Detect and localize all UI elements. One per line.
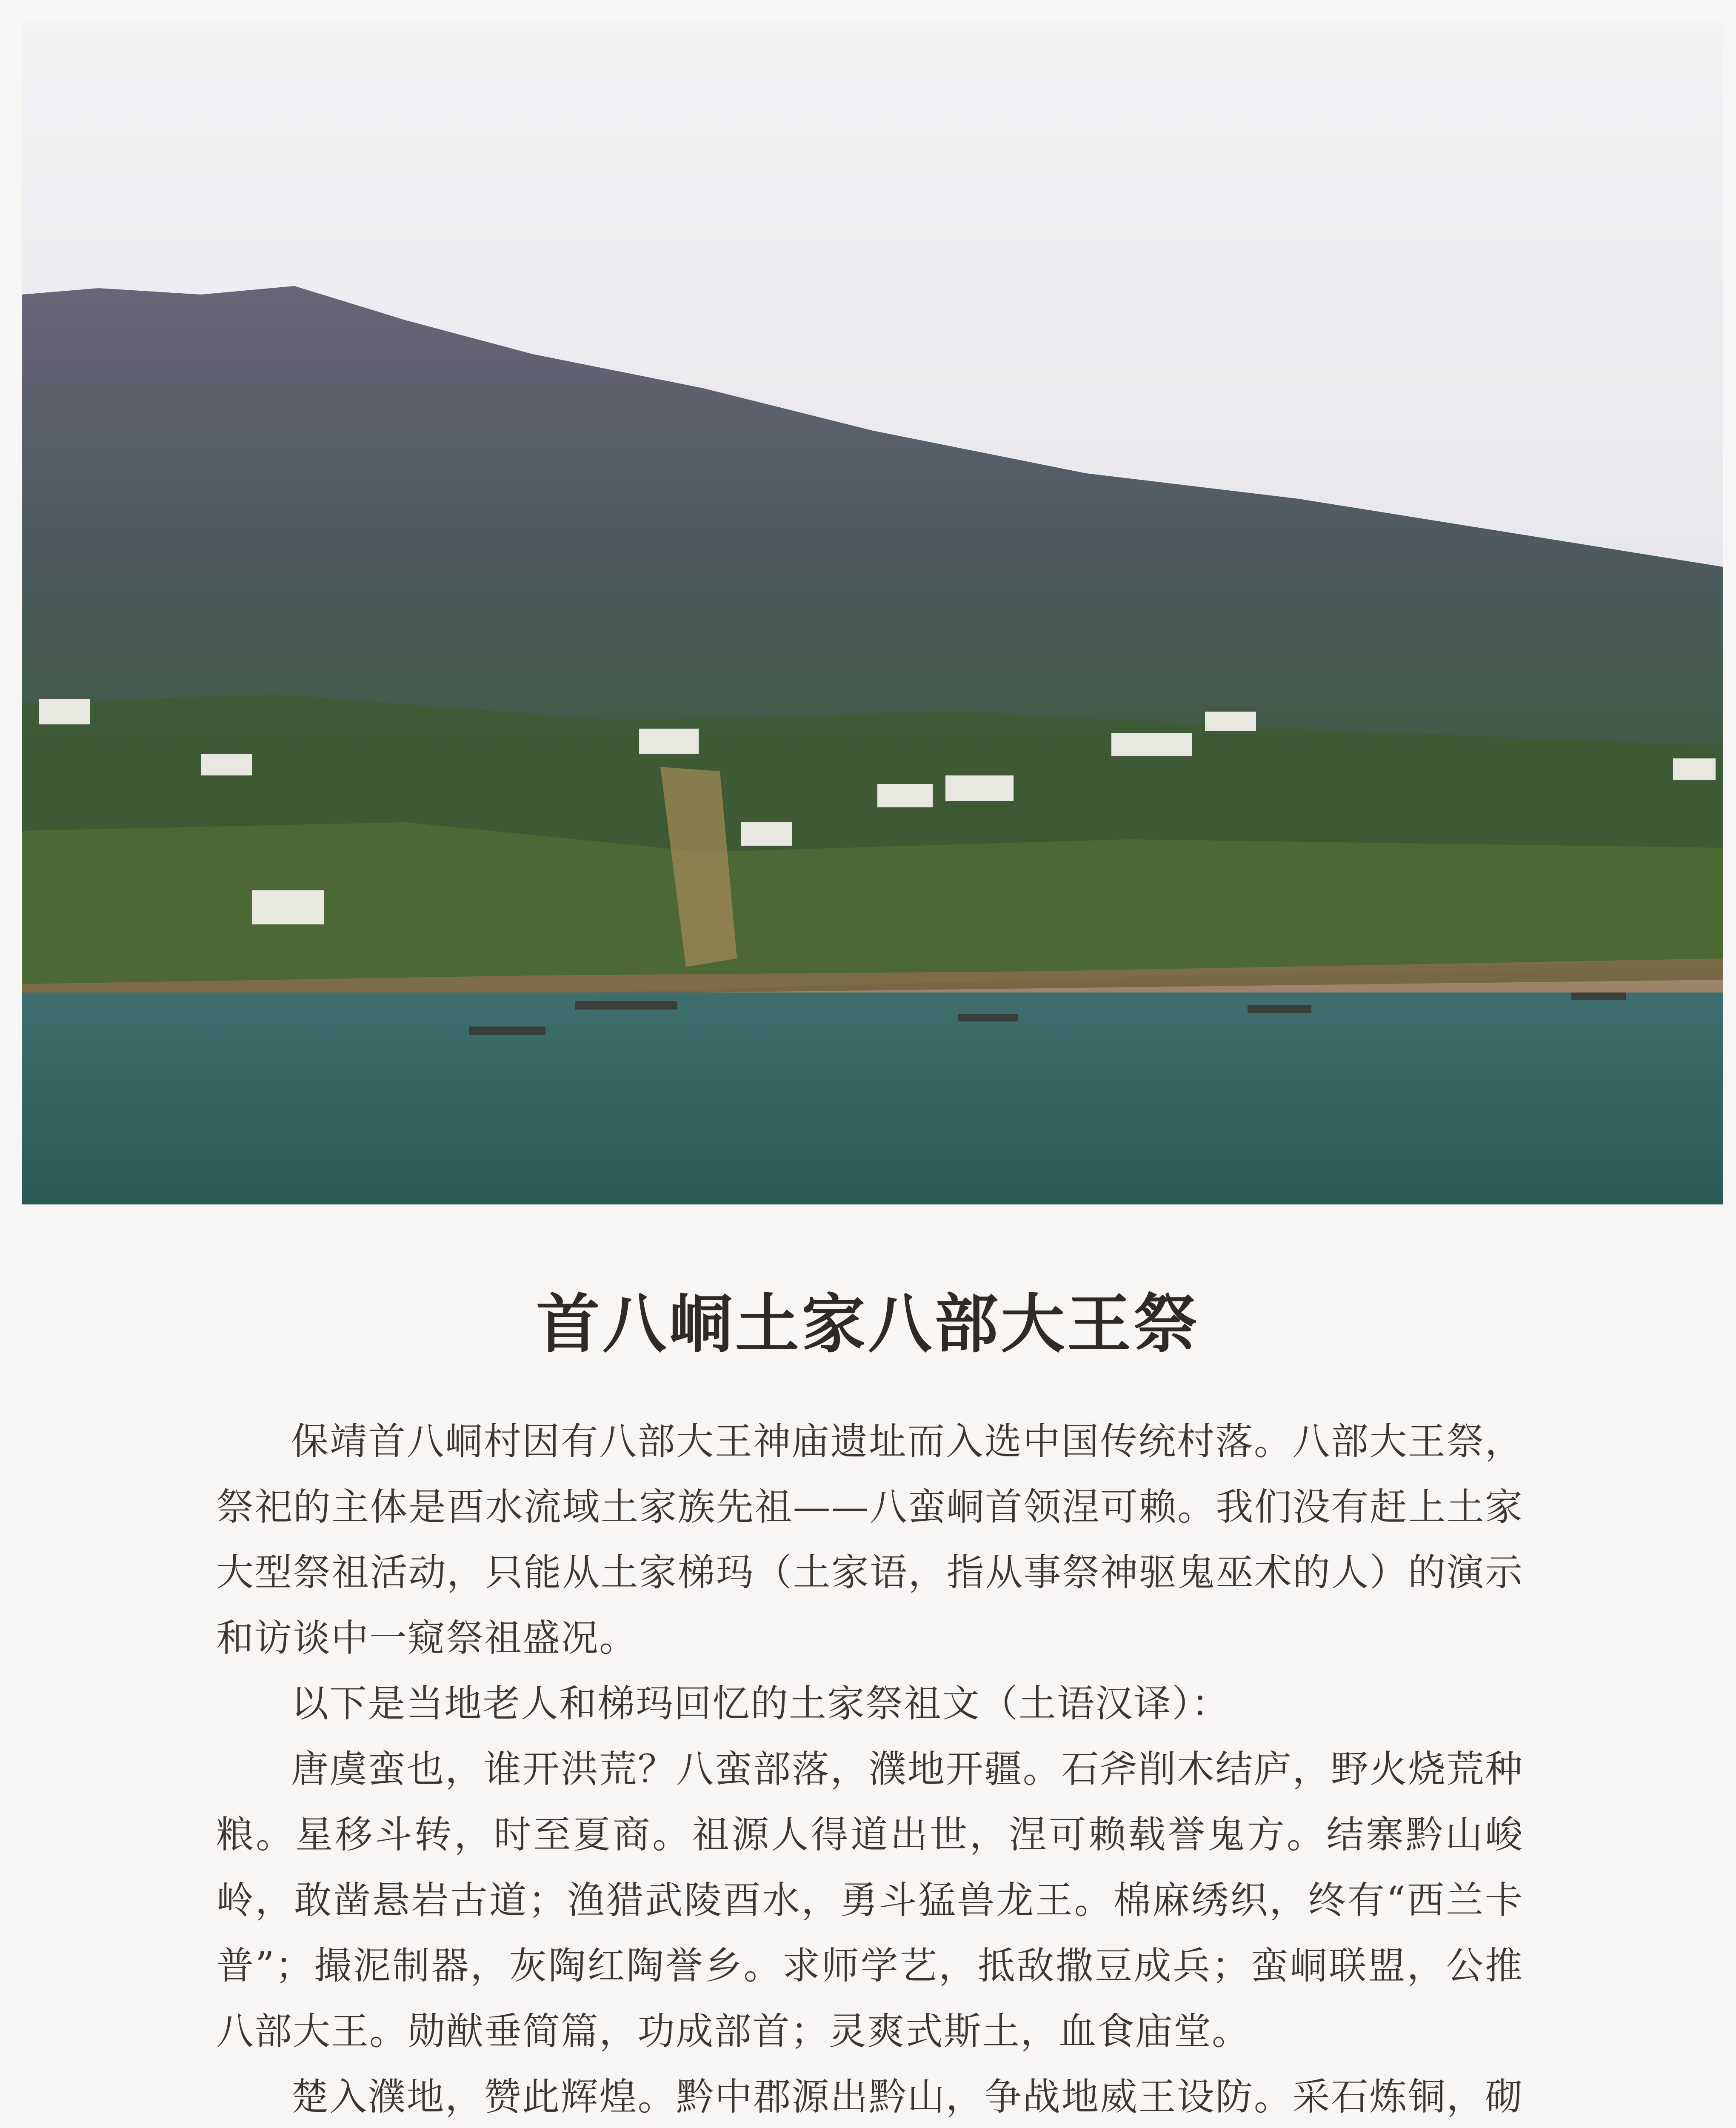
article-title: 首八峒土家八部大王祭 [536,1287,1200,1361]
paragraph: 以下是当地老人和梯玛回忆的土家祭祖文（土语汉译）： [291,1682,1230,1725]
article-body [216,1409,1523,2128]
paragraph: 唐虞蛮也，谁开洪荒？八蛮部落，濮地开疆。石斧削木结庐，野火烧荒种粮。星移斗转，时至夏商。祖源人得道出世，涅可赖载誉鬼方。结寨黔山峻岭，敢凿悬岩古道；渔猎武陵酉水，勇斗猛兽龙王。棉麻绣织，终有“西兰卡普”；撮泥制器，灰陶红陶誉乡。求师学艺，抵敌撒豆成兵；蛮峒联盟，公推八部大王。勋猷垂简篇，功成部首；灵爽式斯土，血食庙堂。 [216,1747,1523,2053]
river-village-illustration [22,22,1723,1204]
paragraph: 楚入濮地，赞此辉煌。黔中郡源出黔山，争战地威王设防。采石炼铜，砌 [291,2075,1523,2119]
paragraph: 保靖首八峒村因有八部大王神庙遗址而入选中国传统村落。八部大王祭，祭祀的主体是酉水流域土家族先祖——八蛮峒首领涅可赖。我们没有赶上土家大型祭祖活动，只能从土家梯玛（土家语，指从事祭神驱鬼巫术的人）的演示和访谈中一窥祭祖盛况。 [216,1419,1523,1660]
landscape-photo [22,22,1723,1204]
